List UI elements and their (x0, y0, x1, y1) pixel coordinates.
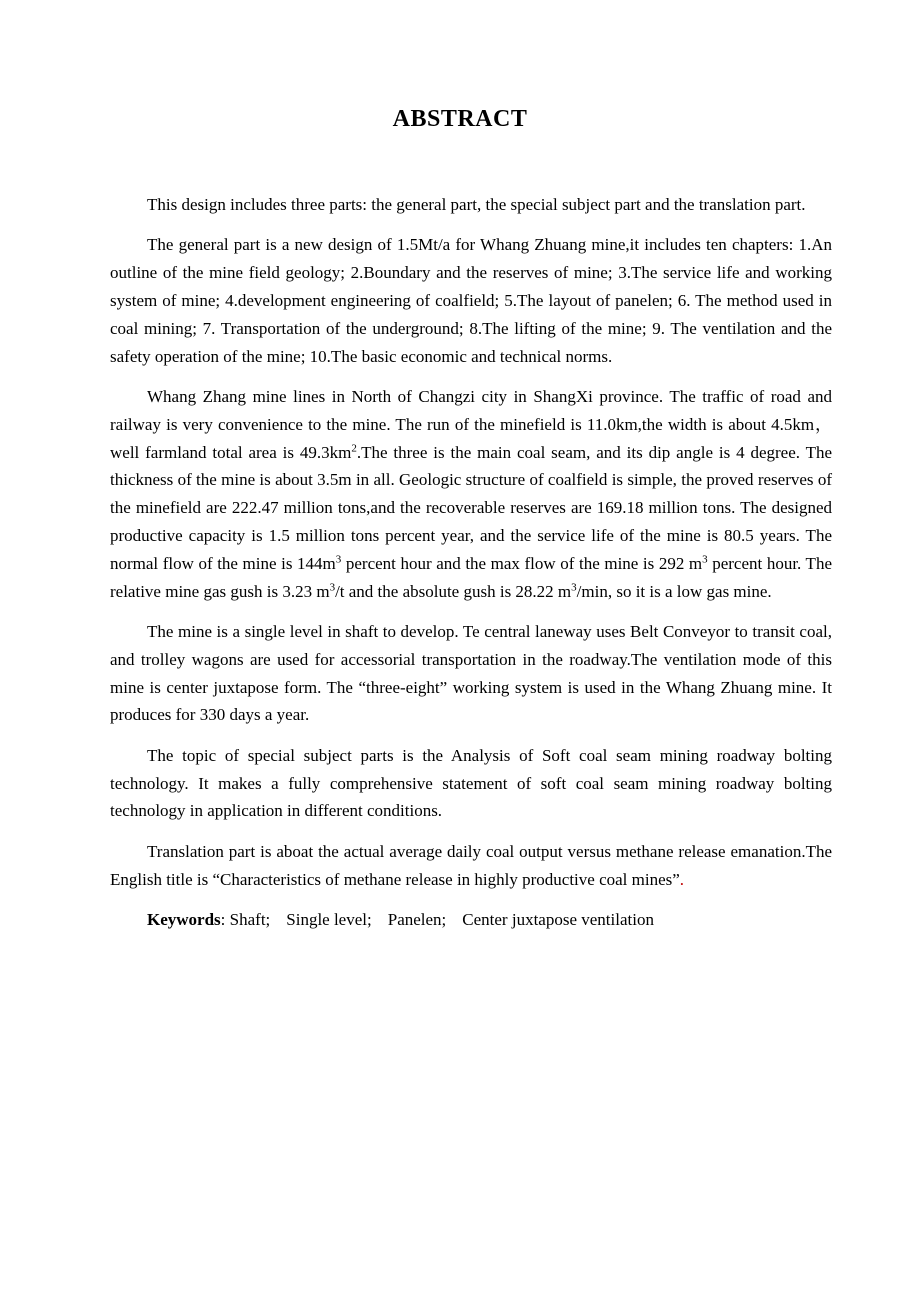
text-segment: /min, so it is a low gas mine. (576, 581, 772, 601)
keyword-item: Single level; (286, 909, 372, 929)
superscript: 3 (335, 553, 342, 566)
keywords-line (110, 906, 832, 934)
keyword-item: Shaft; (229, 909, 271, 929)
paragraph-development: The mine is a single level in shaft to develop. Te central laneway uses Belt Conveyor to transit coal, and trolley wagons are used for accessorial transportation in the roadway.The ventilation mode of this mine is center juxtapose form. The “three-eight” working system is used in the Whang Zhuang mine. It produces for 330 days a year. (110, 621, 832, 725)
keyword-item: Center juxtapose ventilation (462, 909, 654, 929)
abstract-title: ABSTRACT (392, 106, 528, 132)
keywords-colon: : (220, 909, 230, 929)
paragraph-special-subject: The topic of special subject parts is the Analysis of Soft coal seam mining roadway bolting technology. It makes a fully comprehensive statement of soft coal seam mining roadway bolting technology in application in different conditions. (110, 745, 832, 821)
text-segment: Whang Zhang mine lines in North of Changzi city in ShangXi province. The traffic of road and railway is very convenience to the mine. The run of the minefield is 11.0km,the width is about 4.5km， well farmland total area is 49.3km (110, 386, 832, 462)
superscript: 2 (351, 441, 357, 454)
keyword-item: Panelen; (387, 909, 447, 929)
text-segment: percent hour. The relative mine gas gush is 3.23 m (110, 553, 832, 601)
paragraph-general-part: The general part is a new design of 1.5Mt/a for Whang Zhuang mine,it includes ten chapters: 1.An outline of the mine field geology; 2.Boundary and the reserves of mine; 3.The service life and working system of mine; 4.development engineering of coalfield; 5.The layout of panelen; 6. The method used in coal mining; 7. Transportation of the underground; 8.The lifting of the mine; 9. The ventilation and the safety operation of the mine; 10.The basic economic and technical norms. (110, 235, 832, 366)
superscript: 3 (329, 580, 336, 593)
text-segment: .The three is the main coal seam, and its dip angle is 4 degree. The thickness of the mine is about 3.5m in all. Geologic structure of coalfield is simple, the proved reserves of the minefield are 222.47 million tons,and the recoverable reserves are 169.18 million tons. The designed productive capacity is 1.5 million tons percent year, and the service life of the mine is 80.5 years. The normal flow of the mine is 144m (110, 442, 833, 573)
abstract-body (110, 191, 832, 946)
paragraph-mine-description (110, 383, 832, 605)
superscript: 3 (702, 553, 708, 566)
text-segment: percent hour and the max flow of the mine is 292 m (341, 553, 703, 573)
text-segment: Translation part is aboat the actual average daily coal output versus methane release emanation.The English title is “Characteristics of methane release in highly productive coal mines” (110, 841, 832, 889)
red-period: . (679, 869, 685, 889)
keywords-label: Keywords (147, 909, 221, 929)
superscript: 3 (571, 580, 577, 593)
text-segment: /t and the absolute gush is 28.22 m (335, 581, 572, 601)
paragraph-translation (110, 838, 832, 894)
paragraph-overview: This design includes three parts: the general part, the special subject part and the translation part. (147, 195, 806, 214)
